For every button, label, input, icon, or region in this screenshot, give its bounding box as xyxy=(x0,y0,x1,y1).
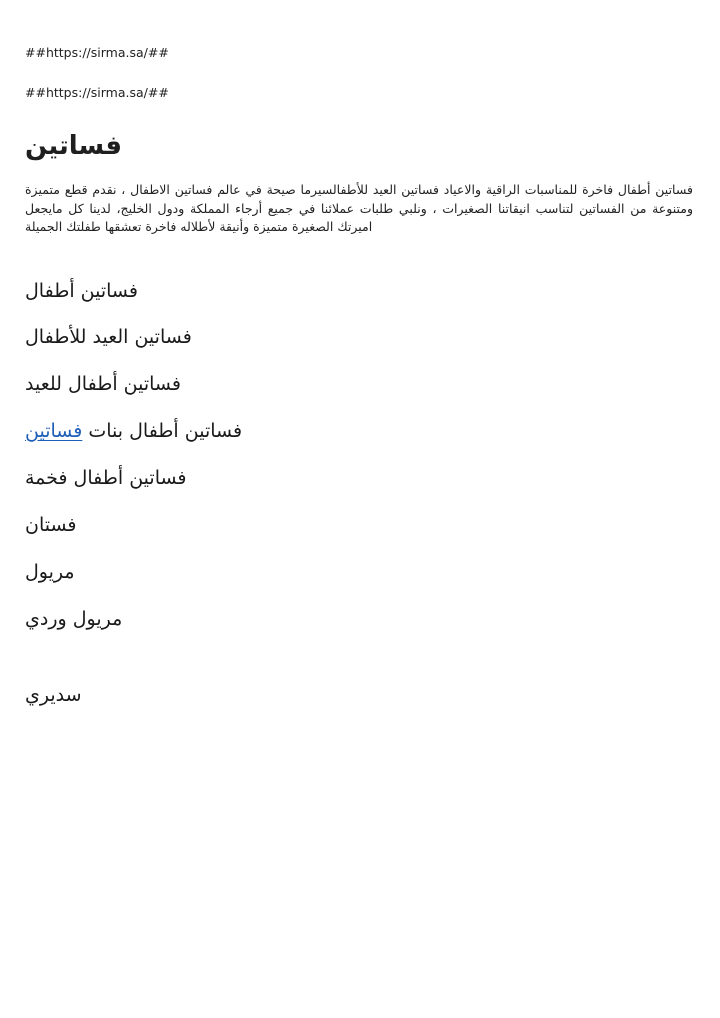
url-line-second: ##https://sirma.sa/## xyxy=(25,85,169,100)
heading-luxury-kids-dresses: فساتين أطفال فخمة xyxy=(25,467,187,489)
heading-eid-dresses-for-kids: فساتين العيد للأطفال xyxy=(25,326,192,348)
heading-kids-dresses-for-eid: فساتين أطفال للعيد xyxy=(25,373,181,395)
heading-dress: فستان xyxy=(25,514,77,536)
dresses-link[interactable]: فساتين xyxy=(25,420,83,442)
heading-kids-dresses: فساتين أطفال xyxy=(25,280,138,302)
page-title: فساتين xyxy=(25,131,123,161)
url-line-top: ##https://sirma.sa/## xyxy=(25,45,169,60)
heading-pinafore: مريول xyxy=(25,561,75,583)
heading-girls-dresses xyxy=(25,416,242,446)
intro-paragraph: فساتين أطفال فاخرة للمناسبات الراقية والاعياد فساتين العيد للأطفالسيرما صيحة في عالم فساتين الاطفال ، نقدم قطع متميزة ومتنوعة من الفساتين لتناسب انيقاتنا الصغيرات ، ونلبي طلبات عملائنا في جميع أرجاء المملكة ودول الخليج، لدينا كل مايجعل اميرتك الصغيرة متميزة وأنيقة لأطلاله فاخرة تعشقها طفلتك الجميلة xyxy=(25,182,693,234)
heading-vest: سديري xyxy=(25,684,82,706)
heading-girls-dresses-text: فساتين أطفال بنات xyxy=(88,420,243,442)
heading-pink-pinafore: مريول وردي xyxy=(25,608,123,630)
